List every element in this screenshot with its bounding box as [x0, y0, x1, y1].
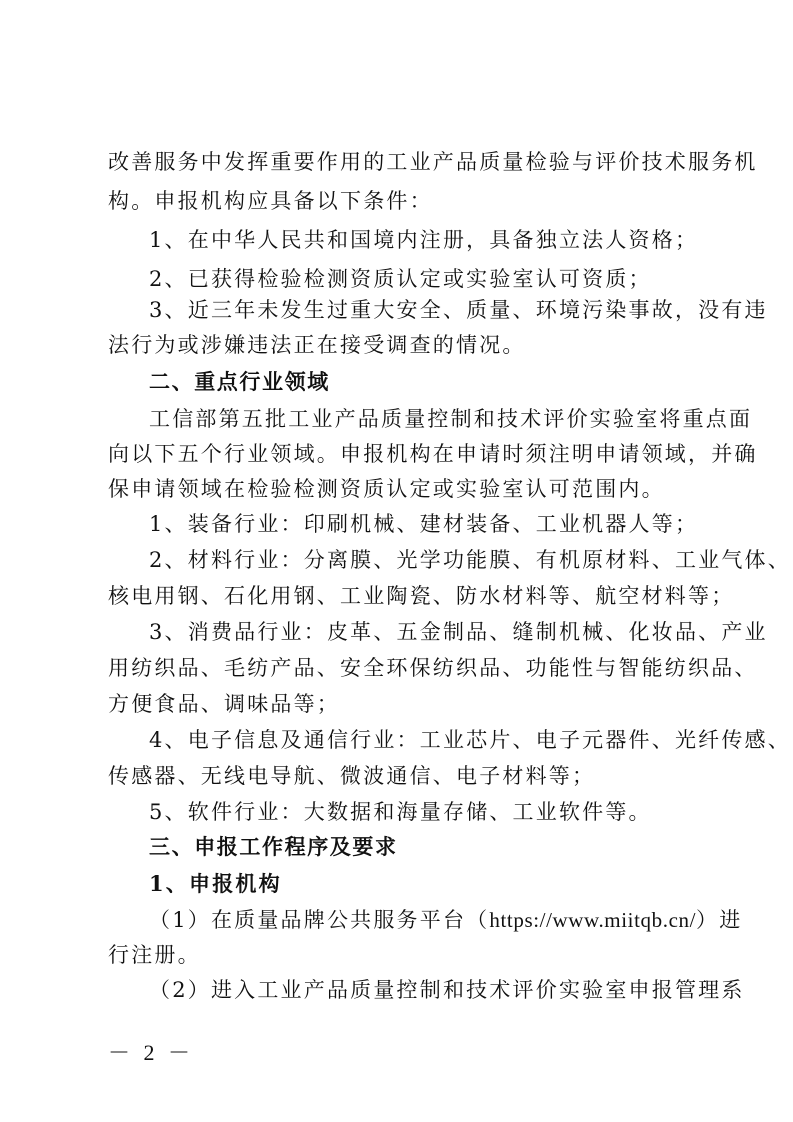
paragraph-line: 核电用钢、石化用钢、工业陶瓷、防水材料等、航空材料等； — [108, 584, 735, 608]
list-item: 1、在中华人民共和国境内注册，具备独立法人资格； — [149, 228, 699, 252]
list-item: 2、已获得检验检测资质认定或实验室认可资质； — [149, 267, 652, 291]
step-text-tail: ）进 — [696, 908, 743, 932]
paragraph-line: 构。申报机构应具备以下条件： — [108, 189, 433, 213]
paragraph-line: 方便食品、调味品等； — [108, 692, 340, 716]
paragraph-line: （2）进入工业产品质量控制和技术评价实验室申报管理系 — [149, 978, 745, 1002]
list-item: 2、材料行业：分离膜、光学功能膜、有机原材料、工业气体、 — [149, 548, 791, 572]
paragraph-line: 改善服务中发挥重要作用的工业产品质量检验与评价技术服务机 — [108, 150, 758, 174]
list-item: 1、装备行业：印刷机械、建材装备、工业机器人等； — [149, 512, 699, 536]
paragraph-line: 保申请领域在检验检测资质认定或实验室认可范围内。 — [108, 477, 665, 501]
paragraph-line: 行注册。 — [108, 943, 201, 967]
platform-url: https://www.miitqb.cn/ — [489, 908, 697, 932]
paragraph-line: 工信部第五批工业产品质量控制和技术评价实验室将重点面 — [149, 407, 753, 431]
list-item: 3、近三年未发生过重大安全、质量、环境污染事故，没有违 — [149, 298, 768, 322]
subsection-heading: 1、申报机构 — [149, 871, 282, 896]
step-text: （1）在质量品牌公共服务平台（ — [149, 908, 490, 932]
list-item: 4、电子信息及通信行业：工业芯片、电子元器件、光纤传感、 — [149, 728, 791, 752]
paragraph-line: 法行为或涉嫌违法正在接受调查的情况。 — [108, 333, 526, 357]
paragraph-line: 用纺织品、毛纺产品、安全环保纺织品、功能性与智能纺织品、 — [108, 656, 758, 680]
section-heading: 二、重点行业领域 — [149, 370, 330, 394]
paragraph-line — [149, 905, 743, 935]
paragraph-line: 向以下五个行业领域。申报机构在申请时须注明申请领域，并确 — [108, 442, 758, 466]
section-heading: 三、申报工作程序及要求 — [149, 835, 398, 859]
list-item: 5、软件行业：大数据和海量存储、工业软件等。 — [149, 800, 652, 824]
list-item: 3、消费品行业：皮革、五金制品、缝制机械、化妆品、产业 — [149, 620, 768, 644]
page-number: － 2 － — [108, 1040, 195, 1065]
paragraph-line: 传感器、无线电导航、微波通信、电子材料等； — [108, 764, 596, 788]
